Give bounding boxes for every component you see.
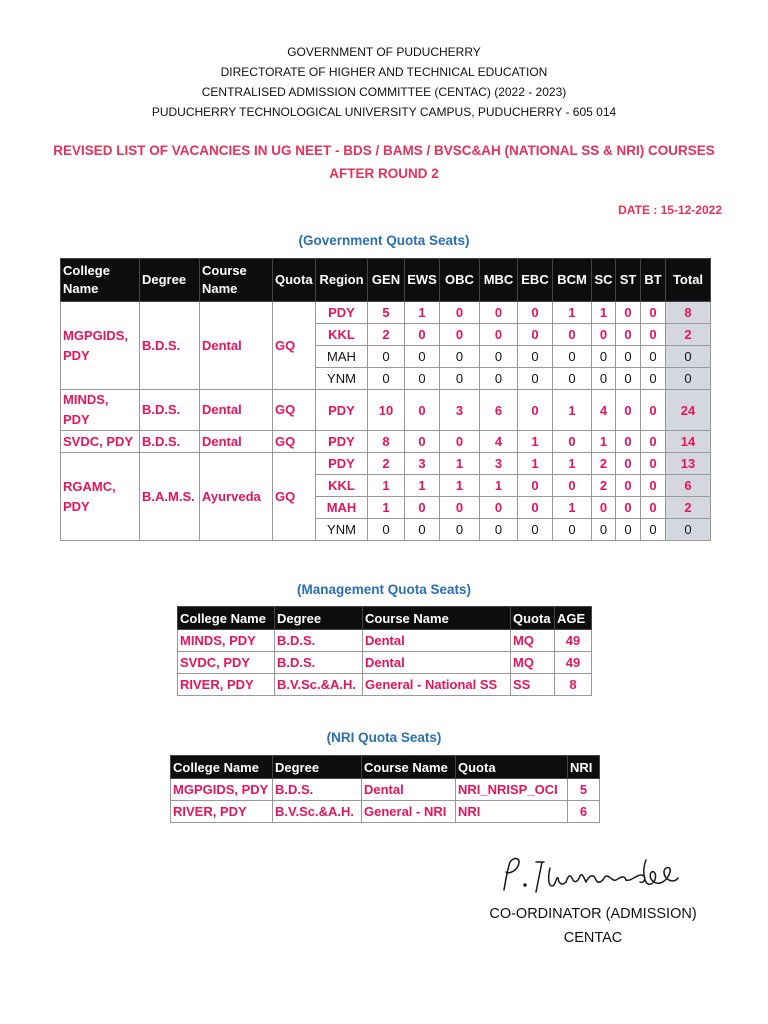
seat-count-cell: 0 (440, 346, 480, 368)
column-header: Course Name (362, 756, 456, 779)
course-name-cell: Ayurveda (200, 453, 273, 541)
region-cell: KKL (316, 324, 368, 346)
table-cell: Dental (363, 652, 511, 674)
document-header (0, 42, 768, 122)
seat-count-cell: 1 (518, 431, 553, 453)
seat-count-cell: 0 (518, 497, 553, 519)
region-cell: YNM (316, 519, 368, 541)
table-row (171, 801, 600, 823)
seat-count-cell: 4 (480, 431, 518, 453)
degree-cell: B.D.S. (140, 302, 200, 390)
column-header: BT (641, 259, 666, 302)
column-header: Degree (275, 607, 363, 630)
seat-count-cell: 8 (368, 431, 405, 453)
seat-count-cell: 0 (592, 324, 616, 346)
seat-count-cell: 0 (440, 497, 480, 519)
seat-count-cell: 1 (440, 453, 480, 475)
region-cell: YNM (316, 368, 368, 390)
column-header: Degree (273, 756, 362, 779)
seat-count-cell: 0 (592, 497, 616, 519)
seat-count-cell: 1 (368, 475, 405, 497)
table-cell: SS (511, 674, 555, 696)
table-cell: B.D.S. (275, 630, 363, 652)
seat-count-cell: 1 (480, 475, 518, 497)
government-quota-heading: (Government Quota Seats) (298, 233, 470, 248)
table-cell: 8 (555, 674, 592, 696)
region-cell: PDY (316, 390, 368, 431)
seat-count-cell: 0 (553, 324, 592, 346)
table-cell: MGPGIDS, PDY (171, 779, 273, 801)
signatory-block (458, 902, 728, 950)
seat-count-cell: 0 (440, 324, 480, 346)
table-cell: Dental (363, 630, 511, 652)
seat-count-cell: 0 (592, 519, 616, 541)
degree-cell: B.D.S. (140, 431, 200, 453)
seat-count-cell: 0 (641, 368, 666, 390)
signatory-designation: CO-ORDINATOR (ADMISSION) (489, 906, 697, 922)
seat-count-cell: 0 (440, 519, 480, 541)
header-line-1: GOVERNMENT OF PUDUCHERRY (287, 45, 481, 59)
seat-count-cell: 2 (592, 475, 616, 497)
table-row (61, 431, 711, 453)
region-cell: PDY (316, 302, 368, 324)
seat-count-cell: 0 (641, 475, 666, 497)
handwritten-signature-icon (498, 852, 688, 900)
nri-quota-heading: (NRI Quota Seats) (326, 730, 442, 745)
column-header: Total (666, 259, 711, 302)
table-cell: SVDC, PDY (178, 652, 275, 674)
table-cell: B.D.S. (275, 652, 363, 674)
seat-count-cell: 1 (592, 302, 616, 324)
seat-count-cell: 0 (480, 302, 518, 324)
column-header: College Name (178, 607, 275, 630)
seat-count-cell: 1 (405, 302, 440, 324)
course-name-cell: Dental (200, 302, 273, 390)
total-cell: 2 (666, 324, 711, 346)
table-cell: B.V.Sc.&A.H. (273, 801, 362, 823)
column-header: Quota (456, 756, 568, 779)
table-cell: Dental (362, 779, 456, 801)
seat-count-cell: 3 (480, 453, 518, 475)
table-cell: MINDS, PDY (178, 630, 275, 652)
header-line-4: PUDUCHERRY TECHNOLOGICAL UNIVERSITY CAMPUS, PUDUCHERRY - 605 014 (151, 105, 617, 119)
seat-count-cell: 0 (553, 346, 592, 368)
document-date: DATE : 15-12-2022 (618, 203, 722, 217)
column-header: College Name (61, 259, 140, 302)
seat-count-cell: 0 (641, 302, 666, 324)
seat-count-cell: 0 (616, 475, 641, 497)
seat-count-cell: 1 (368, 497, 405, 519)
column-header: AGE (555, 607, 592, 630)
table-row (178, 630, 592, 652)
college-name-cell: RGAMC, PDY (61, 453, 140, 541)
total-cell: 2 (666, 497, 711, 519)
seat-count-cell: 0 (518, 324, 553, 346)
management-quota-table (177, 606, 592, 696)
seat-count-cell: 1 (592, 431, 616, 453)
seat-count-cell: 4 (592, 390, 616, 431)
seat-count-cell: 3 (405, 453, 440, 475)
seat-count-cell: 0 (518, 519, 553, 541)
table-cell: General - National SS (363, 674, 511, 696)
seat-count-cell: 0 (553, 519, 592, 541)
course-name-cell: Dental (200, 390, 273, 431)
table-cell: 49 (555, 652, 592, 674)
column-header: College Name (171, 756, 273, 779)
column-header: OBC (440, 259, 480, 302)
region-cell: PDY (316, 453, 368, 475)
college-name-cell: MGPGIDS, PDY (61, 302, 140, 390)
seat-count-cell: 0 (440, 431, 480, 453)
signatory-office: CENTAC (563, 930, 623, 946)
degree-cell: B.A.M.S. (140, 453, 200, 541)
degree-cell: B.D.S. (140, 390, 200, 431)
seat-count-cell: 0 (480, 519, 518, 541)
total-cell: 24 (666, 390, 711, 431)
table-cell: RIVER, PDY (171, 801, 273, 823)
seat-count-cell: 2 (368, 453, 405, 475)
table-row (61, 453, 711, 475)
seat-count-cell: 0 (592, 346, 616, 368)
column-header: NRI (568, 756, 600, 779)
seat-count-cell: 0 (641, 431, 666, 453)
table-cell: 6 (568, 801, 600, 823)
table-cell: 5 (568, 779, 600, 801)
title-line-1: REVISED LIST OF VACANCIES IN UG NEET - BDS / BAMS / BVSC&AH (NATIONAL SS & NRI) COURSES (53, 143, 715, 158)
seat-count-cell: 0 (553, 475, 592, 497)
column-header: Course Name (363, 607, 511, 630)
column-header: Quota (273, 259, 316, 302)
seat-count-cell: 0 (440, 302, 480, 324)
seat-count-cell: 0 (641, 324, 666, 346)
seat-count-cell: 10 (368, 390, 405, 431)
seat-count-cell: 1 (405, 475, 440, 497)
seat-count-cell: 6 (480, 390, 518, 431)
seat-count-cell: 0 (405, 431, 440, 453)
table-cell: B.D.S. (273, 779, 362, 801)
college-name-cell: MINDS, PDY (61, 390, 140, 431)
seat-count-cell: 0 (616, 302, 641, 324)
total-cell: 6 (666, 475, 711, 497)
column-header: MBC (480, 259, 518, 302)
table-row (178, 674, 592, 696)
total-cell: 0 (666, 519, 711, 541)
seat-count-cell: 1 (518, 453, 553, 475)
seat-count-cell: 0 (518, 475, 553, 497)
seat-count-cell: 0 (405, 324, 440, 346)
seat-count-cell: 0 (616, 453, 641, 475)
quota-cell: GQ (273, 453, 316, 541)
seat-count-cell: 3 (440, 390, 480, 431)
seat-count-cell: 0 (405, 346, 440, 368)
column-header: Degree (140, 259, 200, 302)
header-line-2: DIRECTORATE OF HIGHER AND TECHNICAL EDUCATION (220, 65, 548, 79)
table-row (178, 652, 592, 674)
column-header: EBC (518, 259, 553, 302)
signature (498, 852, 688, 905)
seat-count-cell: 1 (553, 453, 592, 475)
column-header: SC (592, 259, 616, 302)
seat-count-cell: 0 (592, 368, 616, 390)
table-cell: 49 (555, 630, 592, 652)
seat-count-cell: 0 (616, 431, 641, 453)
seat-count-cell: 0 (518, 302, 553, 324)
seat-count-cell: 1 (440, 475, 480, 497)
seat-count-cell: 0 (518, 368, 553, 390)
total-cell: 8 (666, 302, 711, 324)
seat-count-cell: 0 (440, 368, 480, 390)
seat-count-cell: 0 (405, 519, 440, 541)
seat-count-cell: 0 (480, 497, 518, 519)
seat-count-cell: 0 (616, 346, 641, 368)
column-header: EWS (405, 259, 440, 302)
seat-count-cell: 0 (368, 346, 405, 368)
seat-count-cell: 0 (641, 519, 666, 541)
table-cell: MQ (511, 652, 555, 674)
column-header: ST (616, 259, 641, 302)
seat-count-cell: 0 (368, 368, 405, 390)
column-header: Region (316, 259, 368, 302)
seat-count-cell: 0 (641, 346, 666, 368)
quota-cell: GQ (273, 390, 316, 431)
seat-count-cell: 0 (480, 324, 518, 346)
seat-count-cell: 0 (480, 368, 518, 390)
seat-count-cell: 0 (616, 497, 641, 519)
seat-count-cell: 0 (616, 324, 641, 346)
table-row (171, 779, 600, 801)
quota-cell: GQ (273, 431, 316, 453)
table-row (61, 302, 711, 324)
seat-count-cell: 0 (480, 346, 518, 368)
seat-count-cell: 1 (553, 497, 592, 519)
table-cell: NRI_NRISP_OCI (456, 779, 568, 801)
quota-cell: GQ (273, 302, 316, 390)
seat-count-cell: 0 (518, 390, 553, 431)
seat-count-cell: 0 (405, 390, 440, 431)
table-cell: MQ (511, 630, 555, 652)
region-cell: MAH (316, 346, 368, 368)
seat-count-cell: 0 (641, 453, 666, 475)
column-header: BCM (553, 259, 592, 302)
government-quota-table (60, 258, 711, 541)
column-header: Course Name (200, 259, 273, 302)
document-title (0, 139, 768, 185)
seat-count-cell: 0 (405, 368, 440, 390)
total-cell: 13 (666, 453, 711, 475)
seat-count-cell: 0 (553, 368, 592, 390)
seat-count-cell: 0 (405, 497, 440, 519)
total-cell: 0 (666, 368, 711, 390)
table-cell: NRI (456, 801, 568, 823)
seat-count-cell: 0 (641, 497, 666, 519)
region-cell: MAH (316, 497, 368, 519)
seat-count-cell: 2 (592, 453, 616, 475)
column-header: GEN (368, 259, 405, 302)
header-line-3: CENTRALISED ADMISSION COMMITTEE (CENTAC) (2022 - 2023) (201, 85, 567, 99)
table-cell: RIVER, PDY (178, 674, 275, 696)
seat-count-cell: 0 (641, 390, 666, 431)
region-cell: PDY (316, 431, 368, 453)
column-header: Quota (511, 607, 555, 630)
college-name-cell: SVDC, PDY (61, 431, 140, 453)
seat-count-cell: 5 (368, 302, 405, 324)
seat-count-cell: 0 (553, 431, 592, 453)
seat-count-cell: 0 (518, 346, 553, 368)
management-quota-heading: (Management Quota Seats) (296, 582, 472, 597)
seat-count-cell: 0 (616, 519, 641, 541)
nri-quota-table (170, 755, 600, 823)
seat-count-cell: 0 (616, 368, 641, 390)
region-cell: KKL (316, 475, 368, 497)
table-row (61, 390, 711, 431)
seat-count-cell: 1 (553, 390, 592, 431)
seat-count-cell: 1 (553, 302, 592, 324)
total-cell: 14 (666, 431, 711, 453)
total-cell: 0 (666, 346, 711, 368)
title-line-2: AFTER ROUND 2 (329, 166, 439, 181)
seat-count-cell: 0 (368, 519, 405, 541)
seat-count-cell: 2 (368, 324, 405, 346)
table-cell: General - NRI (362, 801, 456, 823)
course-name-cell: Dental (200, 431, 273, 453)
table-cell: B.V.Sc.&A.H. (275, 674, 363, 696)
seat-count-cell: 0 (616, 390, 641, 431)
